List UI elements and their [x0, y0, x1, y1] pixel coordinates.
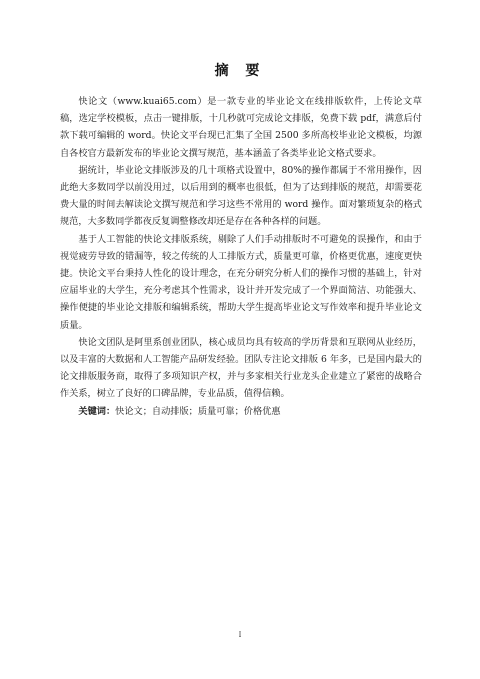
keywords-label: 关键词： [78, 405, 116, 417]
abstract-paragraph-4: 快论文团队是阿里系创业团队，核心成员均具有较高的学历背景和互联网从业经历，以及丰富的大数据和人工智能产品研发经验。团队专注论文排版 6 年多，已是国内最大的论文排版服务商，取得了多项知识产权，并与多家相关行业龙头企业建立了紧密的战略合作关系，树立了良好的口碑品牌，专业品质，值得信赖。 [60, 336, 422, 400]
abstract-paragraph-2: 据统计，毕业论文排版涉及的几十项格式设置中，80%的操作都属于不常用操作，因此绝大多数同学以前没用过，以后用到的概率也很低，但为了达到排版的规范，却需要花费大量的时间去解读论文撰写规范和学习这些不常用的 word 操作。面对繁琐复杂的格式规范，大多数同学都夜反复调整修改却还是存在各种各样的问题。 [60, 164, 422, 228]
abstract-paragraph-3: 基于人工智能的快论文排版系统，剔除了人们手动排版时不可避免的误操作，和由于视觉疲劳导致的错漏等，较之传统的人工排版方式，质量更可靠，价格更优惠，速度更快捷。快论文平台秉持人性化的设计理念，在充分研究分析人们的操作习惯的基础上，针对应届毕业的大学生，充分考虑其个性需求，设计并开发完成了一个界面简洁、功能强大、操作便捷的毕业论文排版和编辑系统，帮助大学生提高毕业论文写作效率和提升毕业论文质量。 [60, 233, 422, 331]
abstract-paragraph-1: 快论文（www.kuai65.com）是一款专业的毕业论文在线排版软件，上传论文草稿，选定学校模板，点击一键排版，十几秒就可完成论文排版，免费下载 pdf，满意后付款下载可编辑的 word。快论文平台现已汇集了全国 2500 多所高校毕业论文模板，均源自各校官方最新发布的毕业论文撰写规范，基本涵盖了各类毕业论文格式要求。 [60, 96, 422, 159]
keywords-line [60, 403, 422, 420]
page-number: I [238, 631, 242, 639]
abstract-body [60, 93, 422, 420]
keywords-value: 快论文；自动排版；质量可靠；价格优惠 [115, 405, 281, 417]
abstract-title: 摘 要 [214, 63, 266, 79]
